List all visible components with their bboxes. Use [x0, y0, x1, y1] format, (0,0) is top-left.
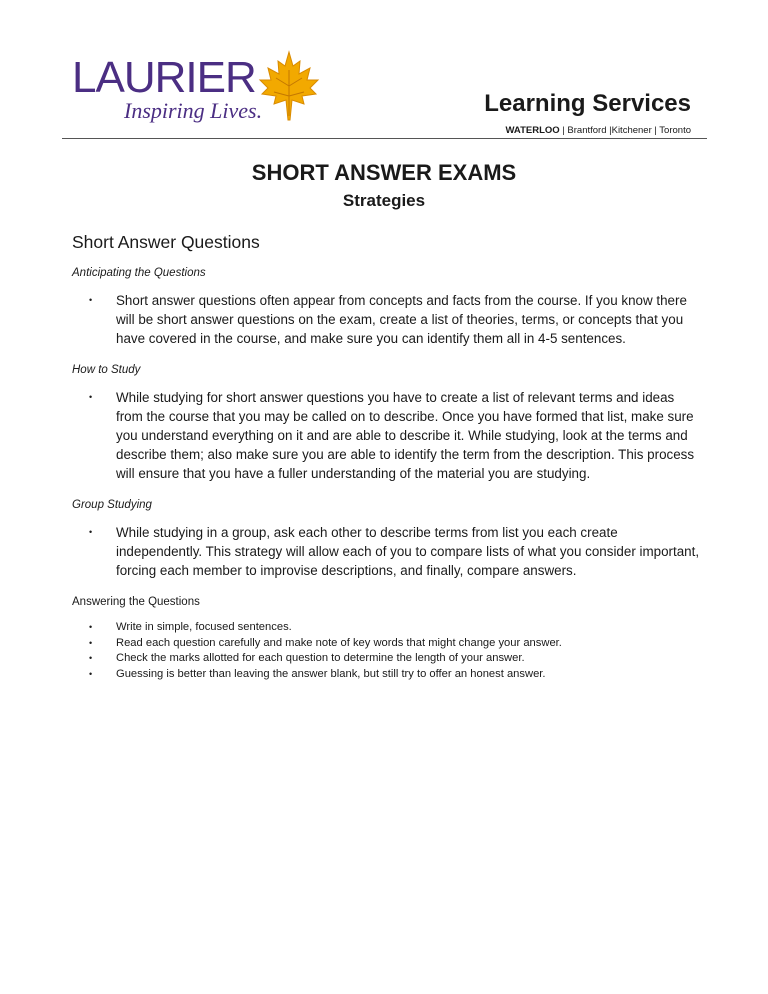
bullet-icon: • [89, 668, 93, 679]
section-heading: Short Answer Questions [72, 232, 260, 252]
maple-leaf-icon [258, 50, 320, 122]
list-item: • Check the marks allotted for each question to determine the length of your answer. [72, 651, 702, 667]
bullet-list-group-studying [72, 523, 702, 580]
bullet-list-how-to-study [72, 388, 702, 483]
page-title: SHORT ANSWER EXAMS [251, 160, 517, 185]
bullet-list-anticipating [72, 291, 702, 348]
header-divider [62, 138, 707, 139]
bullet-list-answering [72, 620, 702, 682]
list-item: • Read each question carefully and make note of key words that might change your answer. [72, 636, 702, 652]
logo-tagline: Inspiring Lives. [124, 98, 263, 123]
bullet-icon: • [89, 653, 93, 663]
bullet-icon: • [89, 527, 93, 537]
bullet-icon: • [89, 637, 93, 648]
subsection-heading-group-studying: Group Studying [72, 499, 152, 511]
logo-wordmark: LAURIER [72, 53, 256, 102]
page-subtitle: Strategies [342, 191, 426, 210]
list-item: • While studying for short answer questions you have to create a list of relevant terms and ideas from the course that you may be called on to describe. Once you have formed that list, make sure you understand everything on it and are able to describe it. While studying, look at the terms and describe them; also make sure you are able to identify the term from the description. This process will ensure that you have a fuller understanding of the material you are studying. [89, 390, 695, 481]
subsection-heading-answering: Answering the Questions [72, 596, 200, 608]
document-body [72, 232, 702, 698]
campus-others: | Brantford |Kitchener | Toronto [559, 125, 691, 136]
bullet-icon: • [89, 295, 93, 305]
laurier-logo [72, 50, 312, 130]
campus-main: WATERLOO [505, 125, 560, 136]
list-item: • While studying in a group, ask each other to describe terms from list you each create independently. This strategy will allow each of you to compare lists of what you consider important, forcing each member to improvise descriptions, and finally, compare answers. [89, 525, 700, 578]
bullet-icon: • [89, 392, 93, 402]
subsection-heading-how-to-study: How to Study [72, 364, 141, 376]
subsection-heading-anticipating: Anticipating the Questions [72, 267, 206, 279]
bullet-icon: • [89, 622, 93, 632]
department-title: Learning Services [484, 90, 691, 117]
list-item: • Guessing is better than leaving the answer blank, but still try to offer an honest answer. [72, 667, 702, 683]
list-item: • Short answer questions often appear from concepts and facts from the course. If you know there will be short answer questions on the exam, create a list of theories, terms, or concepts that you have covered in the course, and make sure you can identify them all in 4-5 sentences. [89, 293, 687, 346]
campus-list [505, 125, 691, 136]
list-item: • Write in simple, focused sentences. [72, 620, 702, 636]
